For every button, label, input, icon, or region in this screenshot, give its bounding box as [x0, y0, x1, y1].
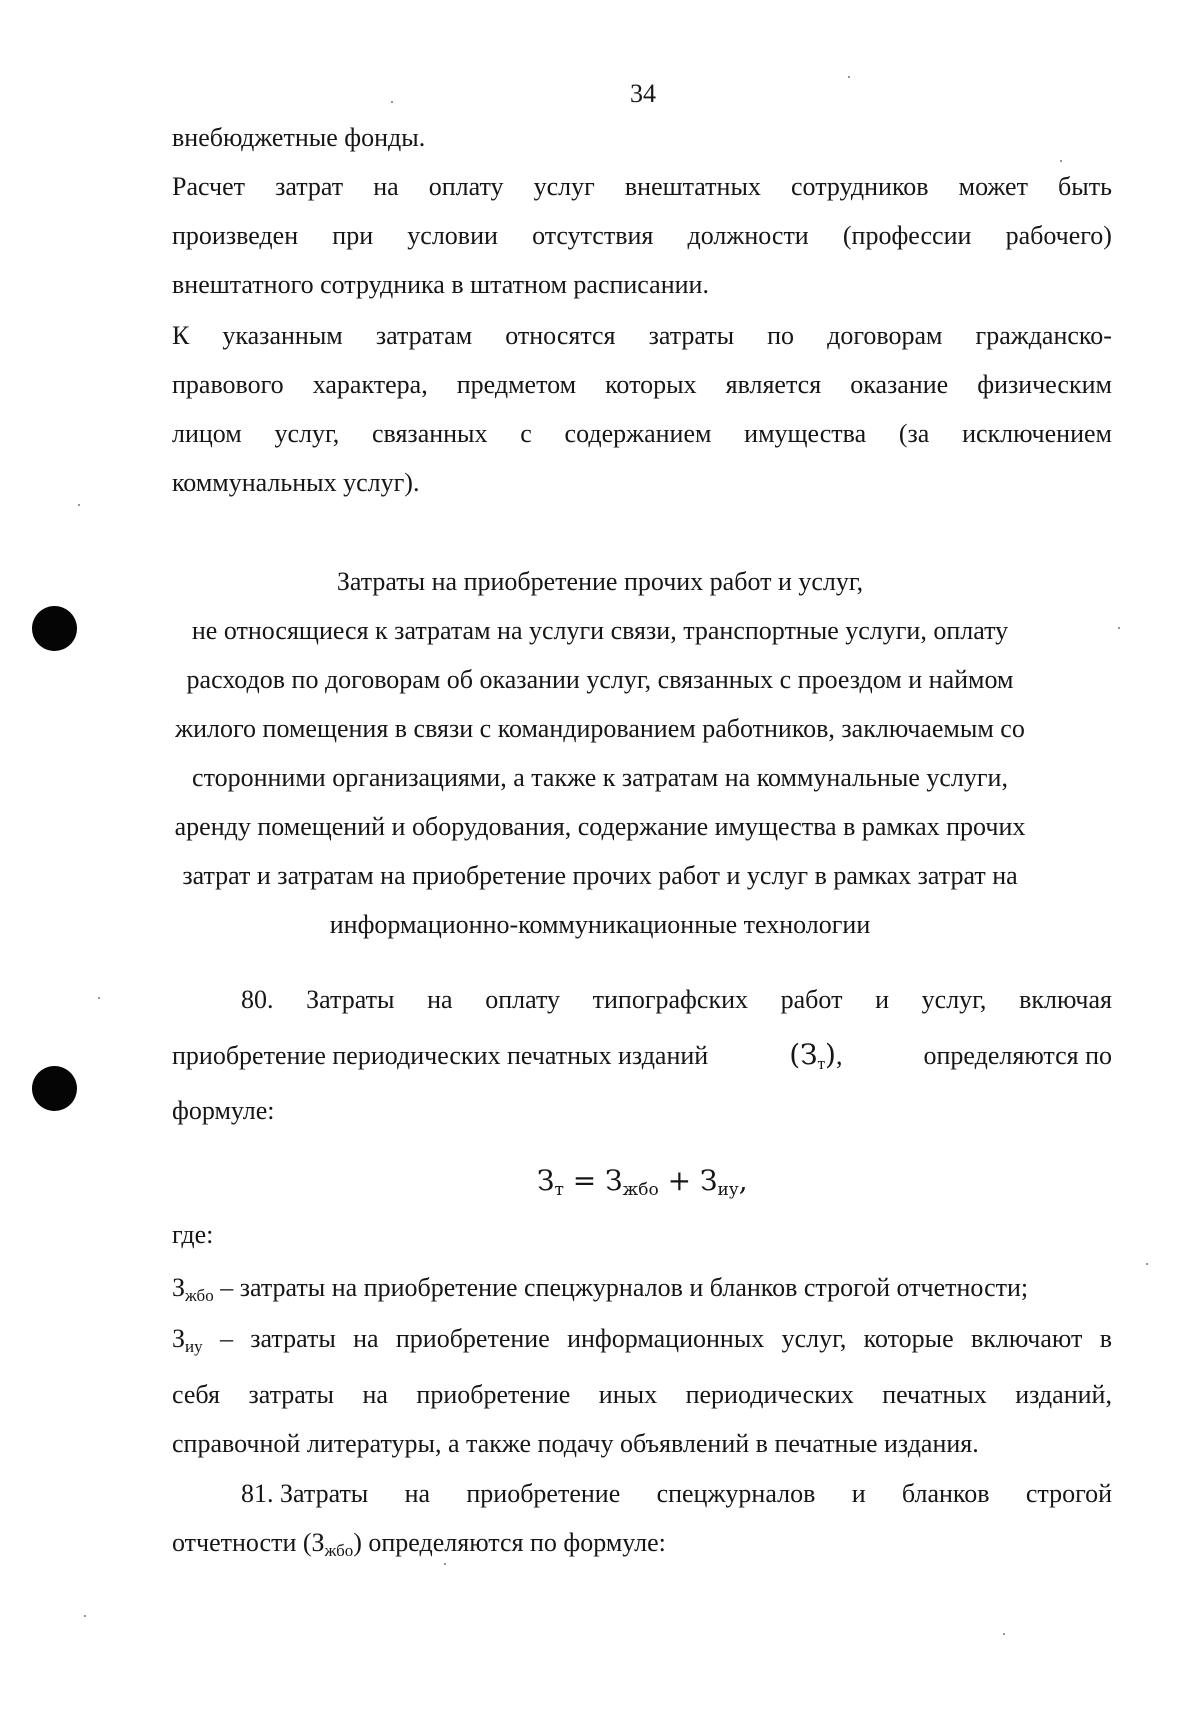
item-81-line [172, 1528, 666, 1560]
scan-speck [1060, 160, 1062, 162]
paren-open: ( [789, 1038, 801, 1071]
word: является [725, 370, 822, 399]
word: произведен [172, 221, 299, 250]
word: приобретение [416, 1380, 571, 1409]
math-subscript: т [817, 1054, 826, 1073]
formula-main: З [605, 1164, 623, 1197]
word: услуг, [781, 1324, 847, 1353]
comma: , [835, 1041, 843, 1070]
word: исключением [962, 419, 1112, 448]
definition-subscript: жбо [185, 1286, 214, 1305]
word: физическим [977, 370, 1112, 399]
word: которые [863, 1324, 954, 1353]
definition-iu-line [172, 1382, 1112, 1408]
word: услуг [533, 172, 595, 201]
word: приобретение [395, 1324, 550, 1353]
word: содержанием [564, 419, 712, 448]
word: услуг, [274, 419, 340, 448]
word: оказание [850, 370, 949, 399]
word: в [1099, 1324, 1112, 1353]
definition-zhbo [172, 1273, 1029, 1305]
word: типографских [592, 985, 748, 1014]
page-number: 34 [630, 79, 656, 108]
paragraph-line [172, 421, 1112, 447]
paragraph-line [172, 174, 1112, 200]
formula-main: З [699, 1164, 718, 1197]
formula-subscript: иу [717, 1180, 739, 1200]
definition-subscript: иу [185, 1337, 203, 1356]
word: (за [898, 419, 930, 448]
math-main: З [800, 1038, 818, 1071]
word: должности [687, 221, 809, 250]
word: правового [172, 370, 284, 399]
word: сотрудников [791, 172, 929, 201]
word: затрат [275, 172, 344, 201]
word: – [219, 1324, 233, 1353]
word: периодических [685, 1380, 854, 1409]
formula-subscript: т [554, 1180, 564, 1200]
word: затратам [375, 321, 473, 350]
word: бланков [901, 1479, 990, 1508]
word: К [172, 321, 190, 350]
word: договорам [827, 321, 943, 350]
word: лицом [172, 419, 242, 448]
word: оплату [428, 172, 504, 201]
definition-iu-line: справочной литературы, а также подачу объявлений в печатные издания. [172, 1429, 979, 1458]
word: отсутствия [532, 221, 654, 250]
word: относятся [505, 321, 616, 350]
section-heading-line: не относящиеся к затратам на услуги связи, транспортные услуги, оплату [191, 616, 1009, 645]
word: внештатных [624, 172, 761, 201]
word: имущества [744, 419, 867, 448]
word: Расчет [172, 172, 245, 201]
word: строгой [1025, 1479, 1112, 1508]
definition-symbol: З [172, 1273, 186, 1302]
formula-comma: , [738, 1164, 748, 1197]
word: гражданско- [975, 321, 1112, 350]
word: и [851, 1479, 866, 1508]
definition-symbol-wrap [172, 1324, 203, 1356]
word: по [767, 321, 795, 350]
word: предметом [456, 370, 577, 399]
word: 80. [241, 985, 274, 1014]
word: Затраты [306, 985, 395, 1014]
word: затраты [250, 1324, 336, 1353]
scan-speck [391, 101, 393, 103]
paragraph-line [172, 372, 1112, 398]
word: работ [780, 985, 843, 1014]
paragraph-line [172, 223, 1112, 249]
item-80-line: формуле: [172, 1096, 275, 1125]
word: на [353, 1324, 379, 1353]
section-heading-line: сторонними организациями, а также к затратам на коммунальные услуги, [192, 763, 1008, 792]
section-heading-line: Затраты на приобретение прочих работ и услуг, [336, 567, 864, 596]
word: изданий, [1015, 1380, 1112, 1409]
word: характера, [312, 370, 428, 399]
item-80-line [172, 1038, 1112, 1073]
scan-speck [98, 997, 100, 999]
scan-speck [78, 504, 80, 506]
word: включают [970, 1324, 1083, 1353]
scan-speck [1118, 627, 1120, 629]
word: рабочего) [1005, 221, 1112, 250]
inline-subscript: жбо [324, 1541, 354, 1560]
word: на [404, 1479, 431, 1508]
word: включая [1019, 985, 1112, 1014]
definition-symbol: З [172, 1324, 186, 1353]
word: с [520, 419, 532, 448]
scan-speck [444, 1563, 446, 1565]
section-heading-line: жилого помещения в связи с командированием работников, заключаемым со [175, 714, 1025, 743]
word: указанным [222, 321, 343, 350]
word: на [373, 172, 399, 201]
scan-speck [84, 1615, 86, 1617]
formula-equals: = [572, 1164, 597, 1197]
item-80-line [241, 987, 1112, 1013]
section-heading-line: информационно-коммуникационные технологии [329, 910, 871, 939]
text-after-subscript: ) определяются по формуле: [353, 1528, 666, 1557]
word: затраты [248, 1380, 334, 1409]
word: (профессии [842, 221, 972, 250]
paragraph-line: внештатного сотрудника в штатном расписании. [172, 270, 709, 299]
scan-speck [1003, 1633, 1005, 1635]
word: на [427, 985, 453, 1014]
punch-hole-lower [32, 1066, 77, 1111]
formula-subscript: жбо [622, 1180, 659, 1200]
word: иных [598, 1380, 658, 1409]
word: себя [172, 1380, 220, 1409]
word: может [958, 172, 1028, 201]
formula-plus: + [667, 1164, 692, 1197]
inline-math-zt [789, 1038, 843, 1073]
continuation-line: внебюджетные фонды. [172, 123, 426, 152]
word: на [362, 1380, 388, 1409]
scan-speck [1146, 1263, 1148, 1265]
text-before-subscript: отчетности (З [172, 1528, 325, 1557]
paragraph-line: коммунальных услуг). [172, 468, 420, 497]
word: информационных [567, 1324, 765, 1353]
word: которых [605, 370, 697, 399]
where-label: где: [172, 1220, 214, 1249]
definition-text: – затраты на приобретение спецжурналов и бланков строгой отчетности; [220, 1273, 1029, 1302]
word: затраты [648, 321, 735, 350]
text-after-math: определяются по [923, 1041, 1112, 1070]
word: быть [1058, 172, 1112, 201]
item-81-line [241, 1481, 1112, 1507]
scan-speck [848, 76, 850, 78]
formula-main: З [537, 1164, 555, 1197]
section-heading-line: расходов по договорам об оказании услуг, связанных с проездом и наймом [186, 665, 1014, 694]
word: при [332, 221, 374, 250]
section-heading-line: затрат и затратам на приобретение прочих работ и услуг в рамках затрат на [182, 861, 1018, 890]
paragraph-line [172, 323, 1112, 349]
definition-iu-line [172, 1324, 1112, 1356]
word: и [875, 985, 890, 1014]
word: условии [407, 221, 498, 250]
word: приобретение [466, 1479, 621, 1508]
word: услуг, [921, 985, 987, 1014]
word: спецжурналов [656, 1479, 816, 1508]
section-heading-line: аренду помещений и оборудования, содержание имущества в рамках прочих [174, 812, 1026, 841]
text-before-math: приобретение периодических печатных изданий [172, 1041, 709, 1070]
formula-zt [537, 1164, 748, 1200]
word: оплату [485, 985, 560, 1014]
word: связанных [371, 419, 488, 448]
word: печатных [882, 1380, 987, 1409]
paren-close: ) [825, 1038, 836, 1071]
word: 81. Затраты [241, 1479, 369, 1508]
